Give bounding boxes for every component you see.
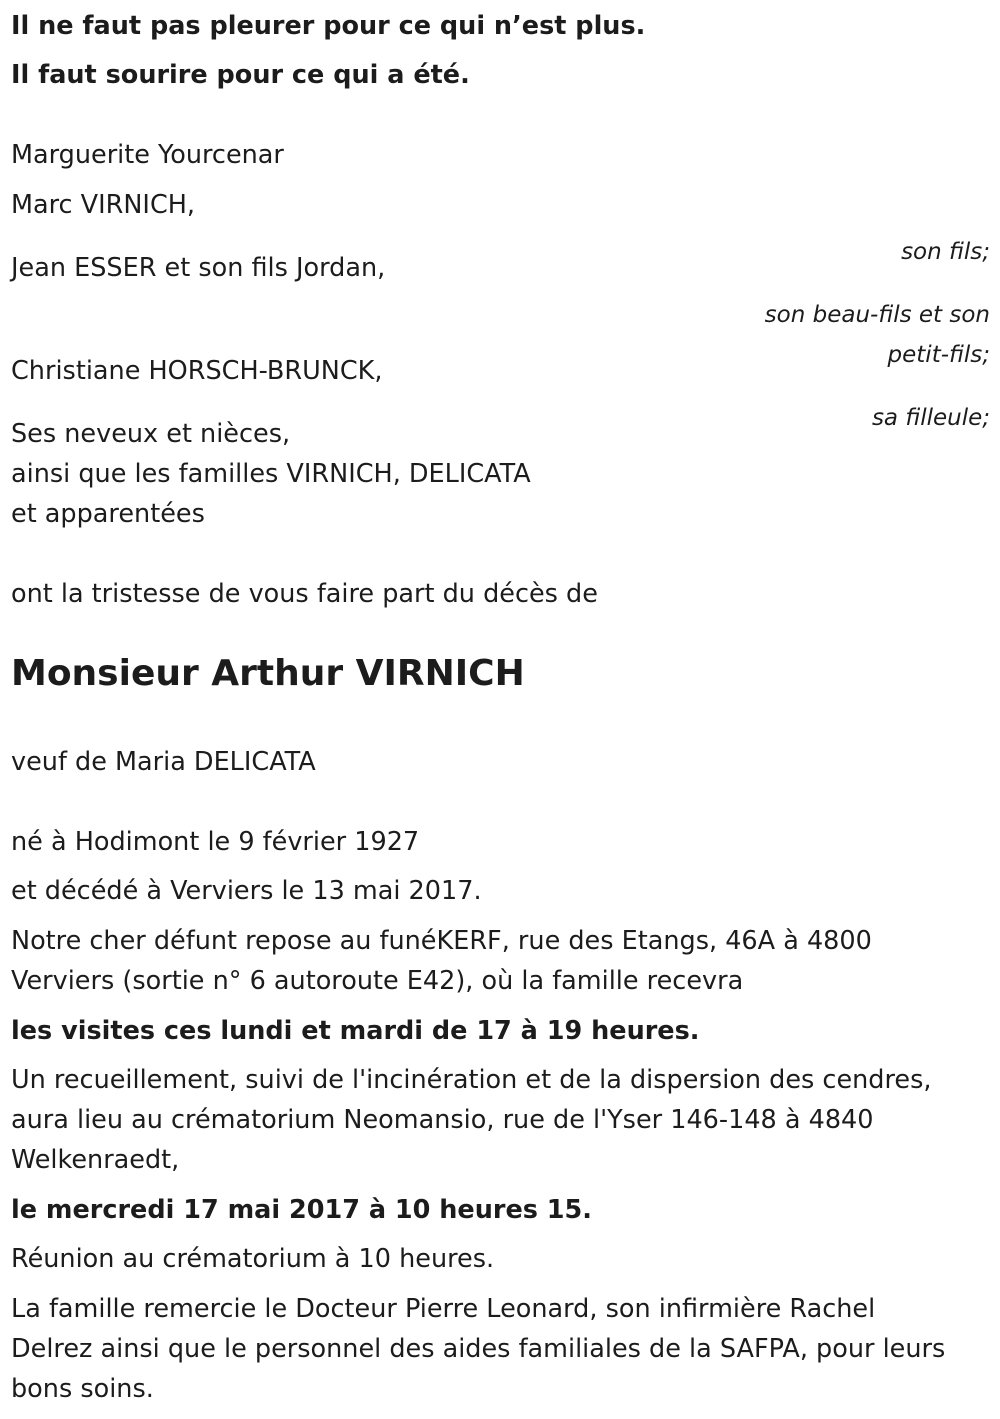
family-member-role: petit-fils; [887, 342, 990, 368]
relatives-line: Ses neveux et nièces, [11, 419, 291, 449]
widower-of: veuf de Maria DELICATA [11, 747, 316, 777]
quote-author: Marguerite Yourcenar [11, 140, 284, 170]
death-info: et décédé à Verviers le 13 mai 2017. [11, 876, 482, 906]
family-member-role: son fils; [901, 239, 990, 265]
family-member-role: son beau-fils et son [764, 302, 990, 328]
meeting-info: Réunion au crématorium à 10 heures. [11, 1244, 495, 1274]
ceremony-line: aura lieu au crématorium Neomansio, rue de l'Yser 146-148 à 4840 [11, 1105, 874, 1135]
ceremony-date: le mercredi 17 mai 2017 à 10 heures 15. [11, 1195, 592, 1225]
thanks-line: bons soins. [11, 1374, 154, 1404]
relatives-line: et apparentées [11, 499, 205, 529]
family-member-name: Jean ESSER et son fils Jordan, [11, 253, 386, 283]
quote-line-1: Il ne faut pas pleurer pour ce qui n’est plus. [11, 11, 646, 41]
quote-line-2: Il faut sourire pour ce qui a été. [11, 60, 470, 90]
repose-line: Notre cher défunt repose au funéKERF, rue des Etangs, 46A à 4800 [11, 926, 872, 956]
repose-line: Verviers (sortie n° 6 autoroute E42), où la famille recevra [11, 966, 744, 996]
deceased-name: Monsieur Arthur VIRNICH [11, 653, 525, 694]
ceremony-line: Welkenraedt, [11, 1145, 180, 1175]
announcement: ont la tristesse de vous faire part du décès de [11, 579, 598, 609]
ceremony-line: Un recueillement, suivi de l'incinération et de la dispersion des cendres, [11, 1065, 932, 1095]
thanks-line: Delrez ainsi que le personnel des aides familiales de la SAFPA, pour leurs [11, 1334, 946, 1364]
relatives-line: ainsi que les familles VIRNICH, DELICATA [11, 459, 531, 489]
birth-info: né à Hodimont le 9 février 1927 [11, 827, 420, 857]
visits-info: les visites ces lundi et mardi de 17 à 19 heures. [11, 1016, 700, 1046]
family-member-name: Christiane HORSCH-BRUNCK, [11, 356, 383, 386]
family-member-role: sa filleule; [871, 405, 990, 431]
thanks-line: La famille remercie le Docteur Pierre Leonard, son infirmière Rachel [11, 1294, 876, 1324]
family-member-name: Marc VIRNICH, [11, 190, 196, 220]
